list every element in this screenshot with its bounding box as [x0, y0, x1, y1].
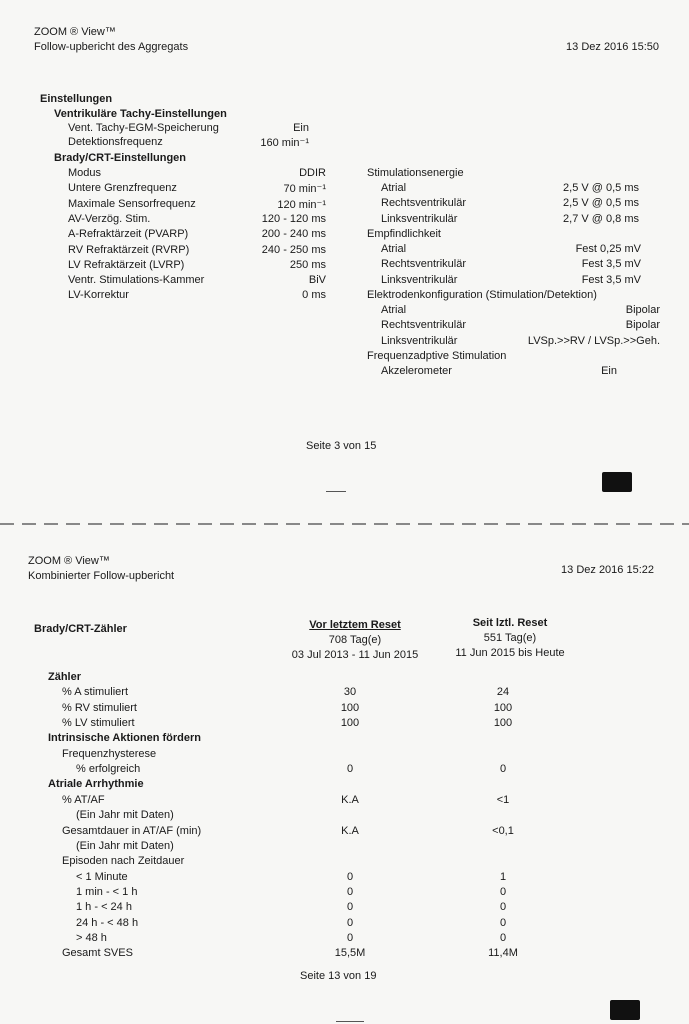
- setting-label: Akzelerometer: [381, 365, 452, 377]
- setting-label: Ventr. Stimulations-Kammer: [68, 274, 205, 287]
- setting-label: Rechtsventrikulär: [381, 258, 466, 271]
- counter-value-before: 30: [343, 686, 357, 699]
- setting-label: Atrial: [381, 182, 407, 194]
- counter-label: (Ein Jahr mit Daten): [76, 809, 174, 822]
- counter-value-before: K.A: [341, 824, 359, 837]
- divider: [336, 1021, 364, 1022]
- section-title: Einstellungen: [40, 93, 113, 105]
- setting-label: Linksventrikulär: [381, 334, 458, 347]
- app-name: ZOOM ® View™: [28, 555, 110, 567]
- setting-value: DDIR: [299, 167, 326, 179]
- setting-label: LV Refraktärzeit (LVRP): [68, 258, 185, 271]
- app-name: ZOOM ® View™: [34, 26, 116, 38]
- setting-value: Fest 3,5 mV: [581, 273, 641, 286]
- page-separator: [0, 523, 689, 525]
- divider: [326, 491, 346, 492]
- counter-value-since: 0: [499, 901, 507, 914]
- setting-label: Rechtsventrikulär: [381, 197, 466, 210]
- counter-label: % A stimuliert: [62, 686, 129, 699]
- setting-label: AV-Verzög. Stim.: [68, 212, 151, 225]
- counter-label: > 48 h: [76, 931, 107, 944]
- counter-label: Atriale Arrhythmie: [48, 778, 144, 791]
- tachy-heading: Ventrikuläre Tachy-Einstellungen: [54, 108, 227, 120]
- setting-value: 120 min⁻¹: [277, 198, 326, 211]
- counter-label: 24 h - < 48 h: [76, 916, 139, 929]
- counter-value-before: 0: [346, 870, 354, 883]
- setting-label: Linksventrikulär: [381, 212, 458, 225]
- report-subtitle: Follow-upbericht des Aggregats: [34, 41, 189, 53]
- page-footer: Seite 3 von 15: [306, 440, 377, 452]
- counter-value-since: <1: [496, 793, 510, 806]
- counter-label: Episoden nach Zeitdauer: [62, 855, 185, 868]
- report-datetime: 13 Dez 2016 15:22: [561, 564, 654, 576]
- counter-value-since: <0,1: [492, 824, 514, 837]
- counter-value-since: 0: [499, 763, 507, 776]
- setting-label: Linksventrikulär: [381, 273, 458, 286]
- setting-value: 240 - 250 ms: [261, 243, 326, 256]
- col1-days: 708 Tag(e): [328, 634, 382, 646]
- counter-value-before: K.A: [341, 793, 359, 806]
- setting-value: Fest 3,5 mV: [581, 258, 641, 271]
- setting-value: 250 ms: [289, 258, 326, 271]
- col1-title: Vor letztem Reset: [309, 619, 401, 631]
- setting-value: 2,5 V @ 0,5 ms: [563, 197, 639, 210]
- counter-value-before: 100: [340, 717, 360, 730]
- counter-value-since: 0: [499, 916, 507, 929]
- setting-value: Bipolar: [625, 319, 660, 332]
- counter-label: 1 h - < 24 h: [76, 901, 132, 914]
- counter-value-before: 0: [346, 931, 354, 944]
- lead-config-heading: Elektrodenkonfiguration (Stimulation/Detektion): [367, 289, 597, 301]
- counter-value-before: 15,5M: [334, 947, 366, 960]
- setting-label: Atrial: [381, 243, 407, 255]
- setting-label: Vent. Tachy-EGM-Speicherung: [68, 122, 219, 134]
- setting-value: Ein: [601, 365, 617, 377]
- setting-label: A-Refraktärzeit (PVARP): [68, 228, 189, 241]
- col1-range: 03 Jul 2013 - 11 Jun 2015: [291, 649, 419, 661]
- counter-label: % RV stimuliert: [62, 701, 137, 714]
- setting-value: 2,5 V @ 0,5 ms: [563, 182, 639, 194]
- setting-value: Ein: [293, 122, 309, 134]
- counter-value-since: 24: [496, 686, 510, 699]
- rate-adaptive-heading: Frequenzadptive Stimulation: [367, 350, 507, 362]
- setting-value: 2,7 V @ 0,8 ms: [563, 212, 639, 225]
- counter-value-before: 0: [346, 916, 354, 929]
- setting-value: LVSp.>>RV / LVSp.>>Geh.: [527, 334, 660, 347]
- setting-value: 0 ms: [302, 289, 326, 302]
- counter-value-since: 1: [499, 870, 507, 883]
- counter-value-before: 100: [340, 701, 360, 714]
- col2-range: 11 Jun 2015 bis Heute: [455, 647, 565, 659]
- setting-label: Rechtsventrikulär: [381, 319, 466, 332]
- counter-label: Intrinsische Aktionen fördern: [48, 732, 202, 745]
- brady-heading: Brady/CRT-Einstellungen: [54, 152, 187, 164]
- counter-label: Zähler: [48, 671, 82, 683]
- setting-label: Untere Grenzfrequenz: [68, 182, 177, 195]
- counter-value-since: 100: [493, 701, 513, 714]
- report-datetime: 13 Dez 2016 15:50: [566, 41, 659, 53]
- counter-label: < 1 Minute: [76, 870, 128, 883]
- counter-label: % AT/AF: [62, 793, 105, 806]
- setting-value: Bipolar: [625, 304, 660, 316]
- counter-label: Frequenzhysterese: [62, 747, 157, 760]
- counter-value-since: 0: [499, 931, 507, 944]
- report-subtitle: Kombinierter Follow-upbericht: [28, 570, 175, 582]
- col2-days: 551 Tag(e): [483, 632, 537, 644]
- setting-value: BiV: [308, 274, 326, 287]
- counter-label: (Ein Jahr mit Daten): [76, 839, 174, 852]
- setting-label: LV-Korrektur: [68, 289, 129, 302]
- counter-heading: Brady/CRT-Zähler: [34, 623, 127, 635]
- counter-value-since: 100: [493, 717, 513, 730]
- energy-heading: Stimulationsenergie: [367, 167, 464, 179]
- counter-label: 1 min - < 1 h: [76, 885, 138, 898]
- black-marker: [610, 1000, 640, 1020]
- setting-value: 200 - 240 ms: [261, 228, 326, 241]
- setting-value: 70 min⁻¹: [283, 183, 326, 196]
- counter-value-before: 0: [346, 901, 354, 914]
- page-footer: Seite 13 von 19: [300, 970, 377, 982]
- setting-label: Detektionsfrequenz: [68, 136, 163, 148]
- counter-label: % erfolgreich: [76, 763, 141, 776]
- setting-label: Maximale Sensorfrequenz: [68, 197, 196, 210]
- counter-value-since: 0: [499, 885, 507, 898]
- setting-value: 120 - 120 ms: [261, 212, 326, 225]
- counter-label: % LV stimuliert: [62, 717, 135, 730]
- sensitivity-heading: Empfindlichkeit: [367, 228, 441, 240]
- counter-label: Gesamtdauer in AT/AF (min): [62, 824, 202, 837]
- setting-label: Modus: [68, 167, 102, 179]
- counter-value-before: 0: [346, 885, 354, 898]
- counter-label: Gesamt SVES: [62, 947, 133, 960]
- setting-value: 160 min⁻¹: [260, 137, 309, 149]
- col2-title: Seit lztl. Reset: [472, 617, 548, 629]
- black-marker: [602, 472, 632, 492]
- counter-value-since: 11,4M: [488, 947, 518, 960]
- setting-label: RV Refraktärzeit (RVRP): [68, 243, 190, 256]
- setting-value: Fest 0,25 mV: [575, 243, 641, 255]
- counter-value-before: 0: [346, 763, 354, 776]
- setting-label: Atrial: [381, 304, 407, 316]
